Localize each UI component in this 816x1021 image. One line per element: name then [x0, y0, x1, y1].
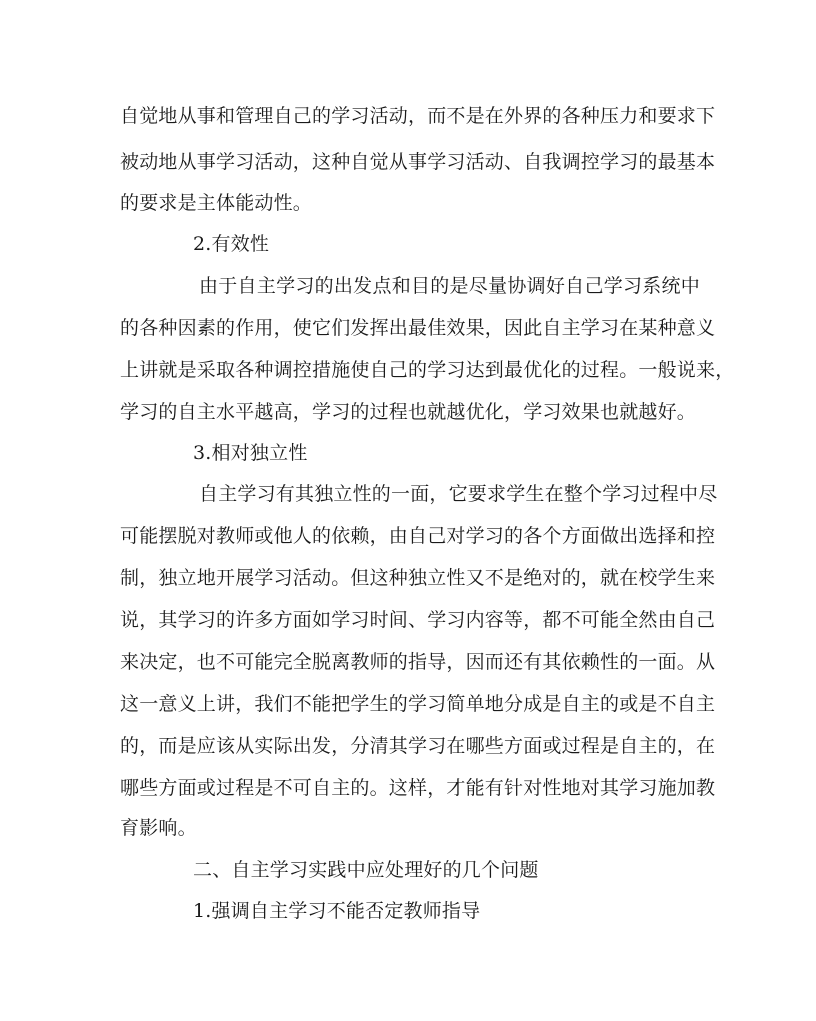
paragraph-line: 来决定，也不可能完全脱离教师的指导，因而还有其依赖性的一面。从	[120, 651, 716, 673]
paragraph-line: 制，独立地开展学习活动。但这种独立性又不是绝对的，就在校学生来	[120, 567, 716, 589]
paragraph-line: 这一意义上讲，我们不能把学生的学习简单地分成是自主的或是不自主	[120, 693, 716, 715]
paragraph-line: 由于自主学习的出发点和目的是尽量协调好自己学习系统中	[199, 275, 700, 297]
paragraph-line: 的要求是主体能动性。	[120, 192, 313, 214]
paragraph-line: 哪些方面或过程是不可自主的。这样，才能有针对性地对其学习施加教	[120, 777, 716, 799]
paragraph-line: 学习的自主水平越高，学习的过程也就越优化，学习效果也就越好。	[120, 401, 697, 423]
paragraph-line: 的各种因素的作用，使它们发挥出最佳效果，因此自主学习在某种意义	[120, 317, 716, 339]
paragraph-line: 上讲就是采取各种调控措施使自己的学习达到最优化的过程。一般说来，	[120, 359, 735, 381]
paragraph-line: 自觉地从事和管理自己的学习活动，而不是在外界的各种压力和要求下	[120, 105, 716, 127]
section-heading: 2.有效性	[193, 233, 270, 255]
subsection-heading: 1.强调自主学习不能否定教师指导	[193, 900, 481, 922]
paragraph-line: 育影响。	[120, 817, 197, 839]
paragraph-line: 被动地从事学习活动，这种自觉从事学习活动、自我调控学习的最基本	[120, 151, 716, 173]
paragraph-line: 可能摆脱对教师或他人的依赖，由自己对学习的各个方面做出选择和控	[120, 525, 716, 547]
section-heading: 3.相对独立性	[193, 442, 308, 464]
paragraph-line: 自主学习有其独立性的一面，它要求学生在整个学习过程中尽	[199, 483, 718, 505]
paragraph-line: 的，而是应该从实际出发，分清其学习在哪些方面或过程是自主的，在	[120, 735, 716, 757]
paragraph-line: 说，其学习的许多方面如学习时间、学习内容等，都不可能全然由自己	[120, 609, 716, 631]
section-heading: 二、自主学习实践中应处理好的几个问题	[193, 859, 539, 881]
